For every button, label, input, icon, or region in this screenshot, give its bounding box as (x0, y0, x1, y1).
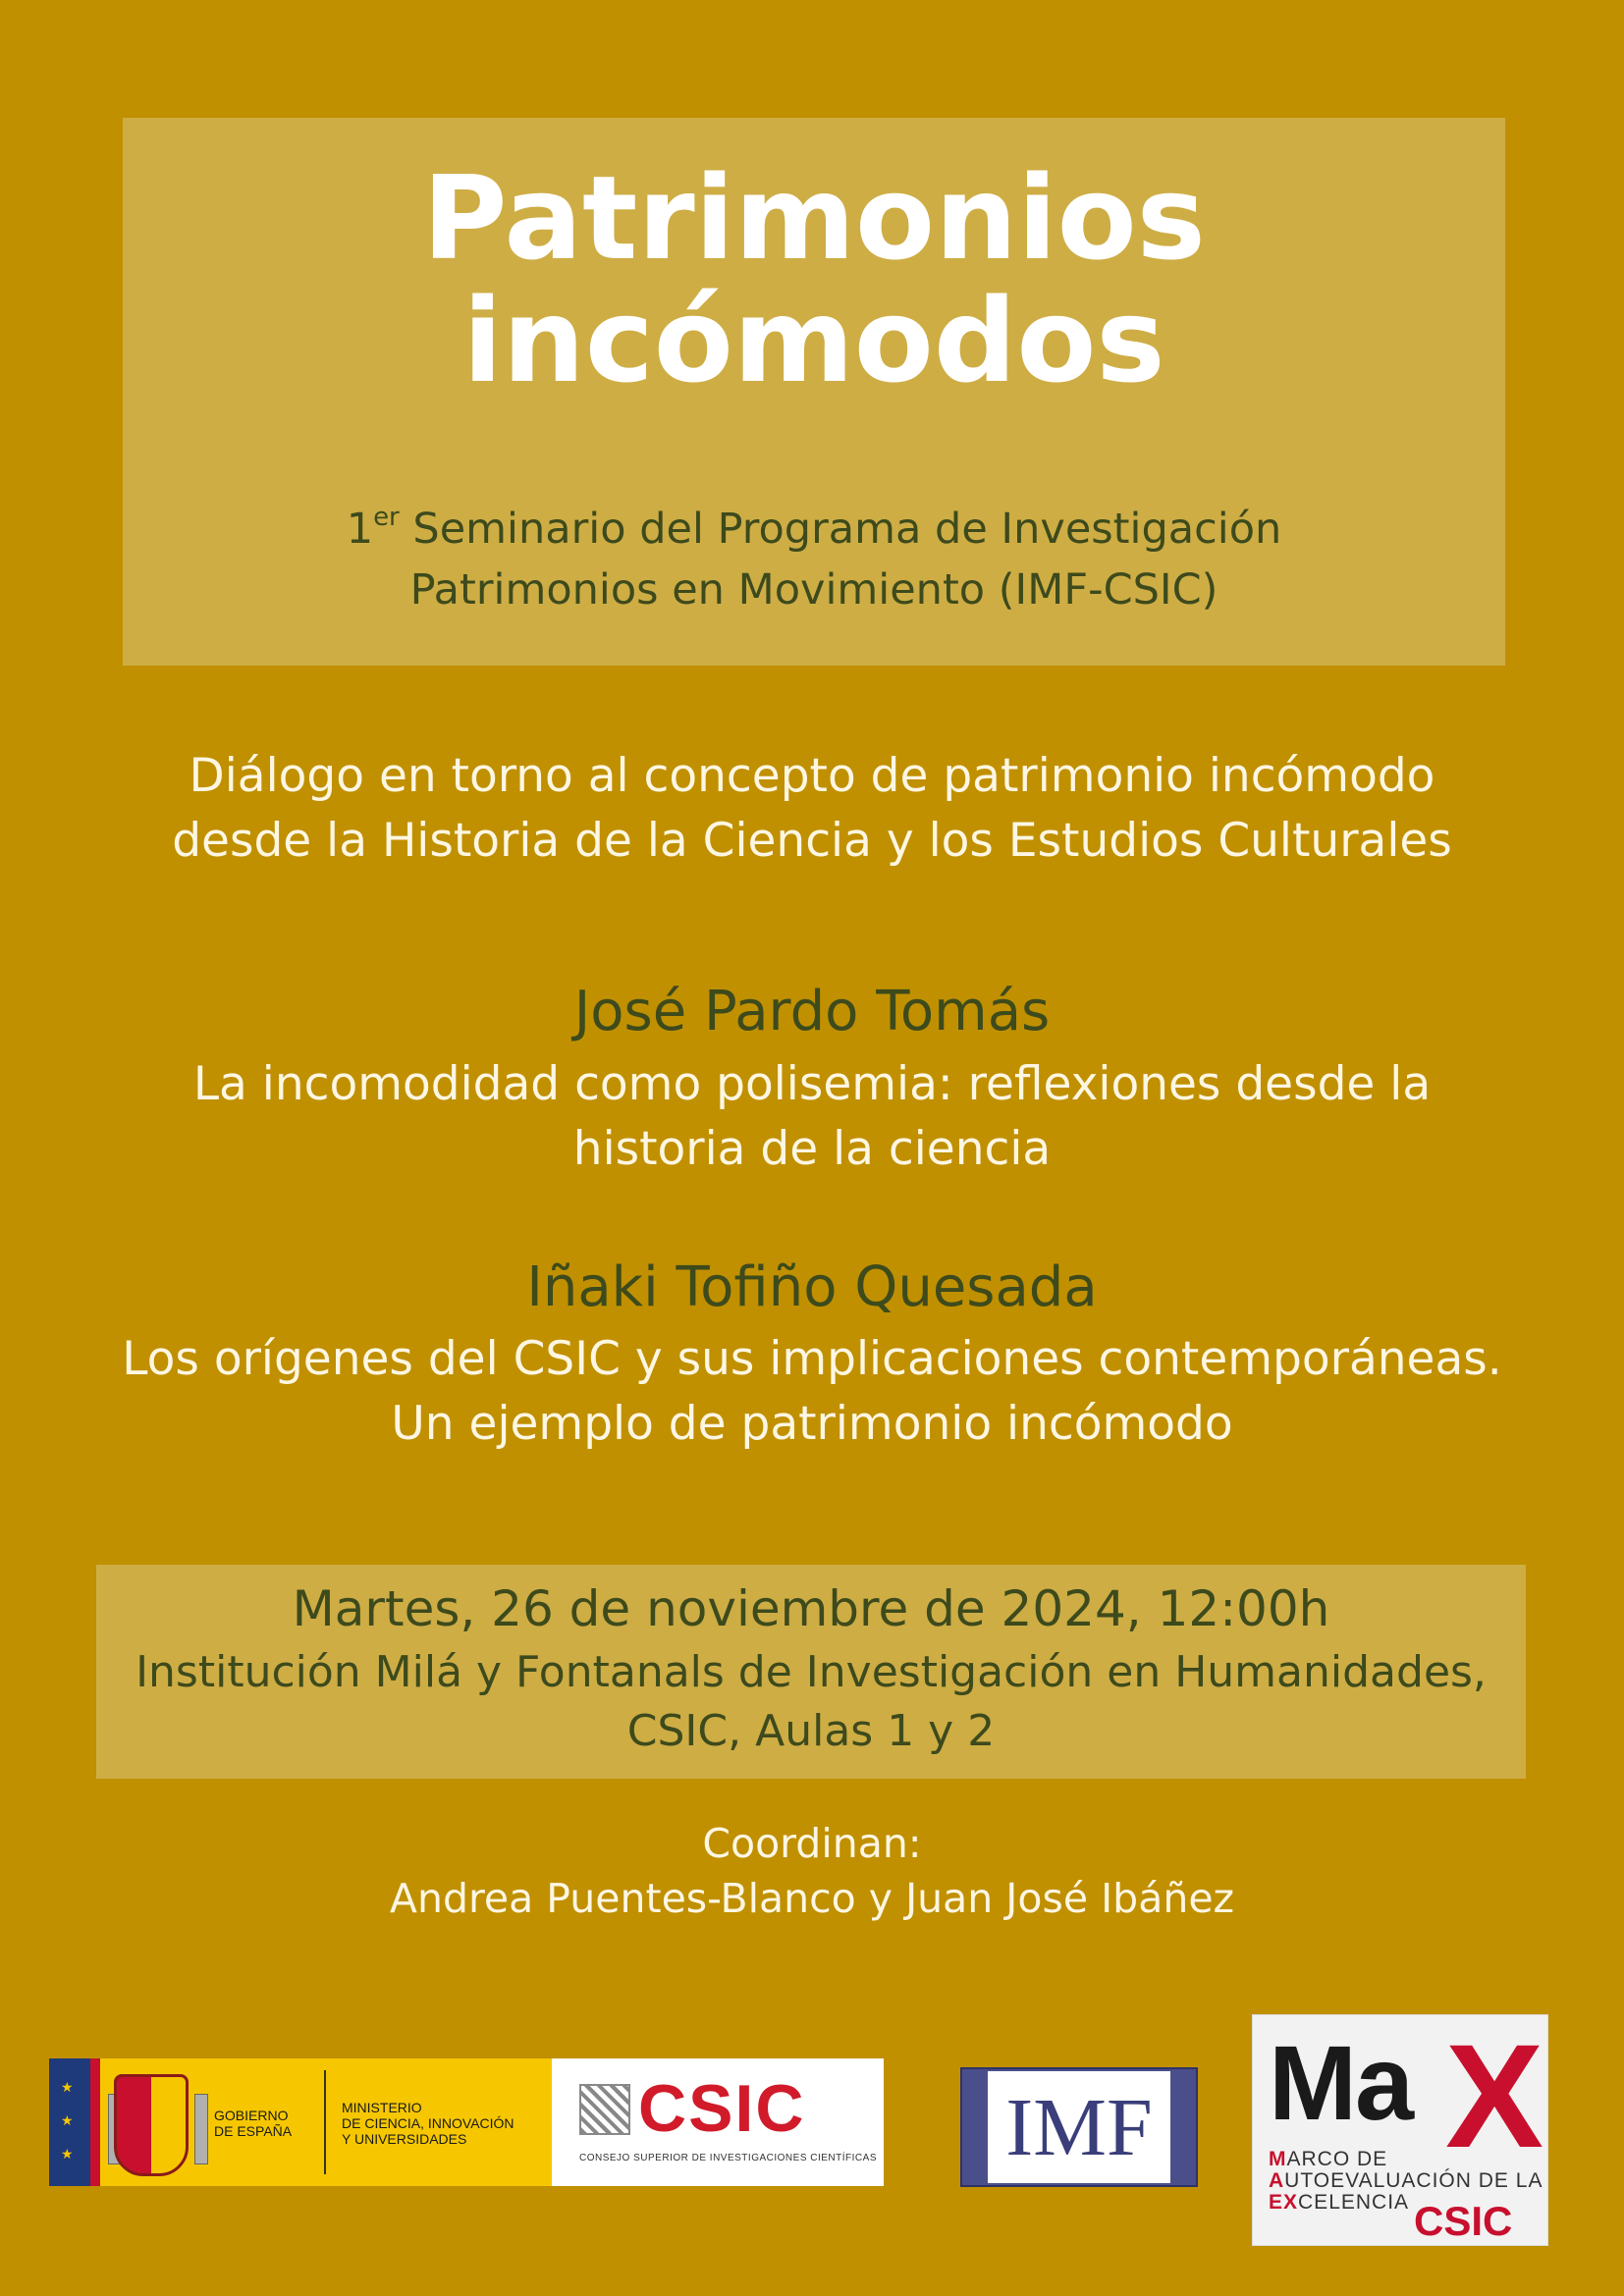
gobierno-line-1: GOBIERNO (214, 2108, 289, 2123)
subtitle-ordinal-suffix: er (373, 503, 400, 532)
poster-title (123, 150, 1505, 408)
event-place (96, 1643, 1526, 1761)
imf-logo-panel (988, 2071, 1170, 2183)
coordination (0, 1816, 1624, 1926)
max-csic-text: CSIC (1414, 2198, 1513, 2244)
event-date: Martes, 26 de noviembre de 2024, 12:00h (292, 1580, 1330, 1637)
title-line-2: incómodos (462, 273, 1165, 408)
csic-wordmark: CSIC (638, 2071, 806, 2146)
subtitle-line-1 (123, 499, 1505, 560)
ministerio-line-2: DE CIENCIA, INNOVACIÓN (342, 2115, 514, 2131)
speaker-2-talk-line-1: Los orígenes del CSIC y sus implicaciones contemporáneas. (122, 1332, 1502, 1386)
subtitle-line-1-text: Seminario del Programa de Investigación (399, 505, 1282, 554)
pillar-icon (194, 2094, 208, 2164)
coordination-label: Coordinan: (702, 1820, 922, 1867)
speaker-1-talk-line-2: historia de la ciencia (572, 1122, 1052, 1176)
logo-divider (324, 2070, 326, 2174)
gobierno-line-2: DE ESPAÑA (214, 2123, 293, 2139)
gobierno-csic-logo (49, 2058, 884, 2186)
max-logo (1252, 2014, 1548, 2246)
speaker-1-talk (0, 1052, 1624, 1182)
event-place-line-2: CSIC, Aulas 1 y 2 (626, 1706, 996, 1756)
spain-flag-stripe (90, 2058, 100, 2186)
title-line-1: Patrimonios (422, 150, 1206, 286)
gobierno-text (214, 2108, 292, 2139)
event-box (96, 1565, 1526, 1779)
speaker-2-name: Iñaki Tofiño Quesada (526, 1255, 1098, 1319)
coordination-names: Andrea Puentes-Blanco y Juan José Ibáñez (389, 1875, 1235, 1922)
seminar-subtitle (123, 499, 1505, 620)
imf-logo (960, 2067, 1198, 2187)
imf-wordmark: IMF (1005, 2082, 1153, 2173)
event-place-line-1: Institución Milá y Fontanals de Investigación en Humanidades, (135, 1647, 1487, 1697)
max-wordmark: Ma (1269, 2023, 1413, 2142)
csic-emblem-icon (579, 2084, 630, 2135)
coat-of-arms-icon (114, 2074, 189, 2176)
max-tagline-line-1: MARCO DE (1269, 2148, 1388, 2170)
speaker-2-talk (0, 1327, 1624, 1457)
ministerio-line-3: Y UNIVERSIDADES (342, 2131, 467, 2147)
max-tagline-line-3: EXCELENCIA (1269, 2191, 1410, 2214)
title-box (123, 118, 1505, 666)
max-tagline-line-2: AUTOEVALUACIÓN DE LA (1269, 2169, 1543, 2192)
intro-line-1: Diálogo en torno al concepto de patrimonio incómodo (189, 749, 1435, 803)
speaker-2-talk-line-2: Un ejemplo de patrimonio incómodo (391, 1397, 1233, 1451)
csic-full-name: CONSEJO SUPERIOR DE INVESTIGACIONES CIENTÍFICAS (579, 2153, 877, 2163)
subtitle-ordinal: 1 (346, 505, 374, 554)
max-x-mark: X (1445, 2014, 1544, 2178)
speaker-1-talk-line-1: La incomodidad como polisemia: reflexiones desde la (192, 1057, 1432, 1111)
speaker-1-name: José Pardo Tomás (573, 980, 1051, 1043)
intro-line-2: desde la Historia de la Ciencia y los Estudios Culturales (172, 814, 1452, 868)
ministerio-line-1: MINISTERIO (342, 2100, 422, 2115)
star-icon: ★ (61, 2080, 74, 2096)
intro-text (0, 744, 1624, 874)
subtitle-line-2: Patrimonios en Movimiento (IMF-CSIC) (409, 565, 1218, 614)
ministerio-text (342, 2100, 514, 2147)
star-icon: ★ (61, 2113, 74, 2129)
star-icon: ★ (61, 2147, 74, 2163)
